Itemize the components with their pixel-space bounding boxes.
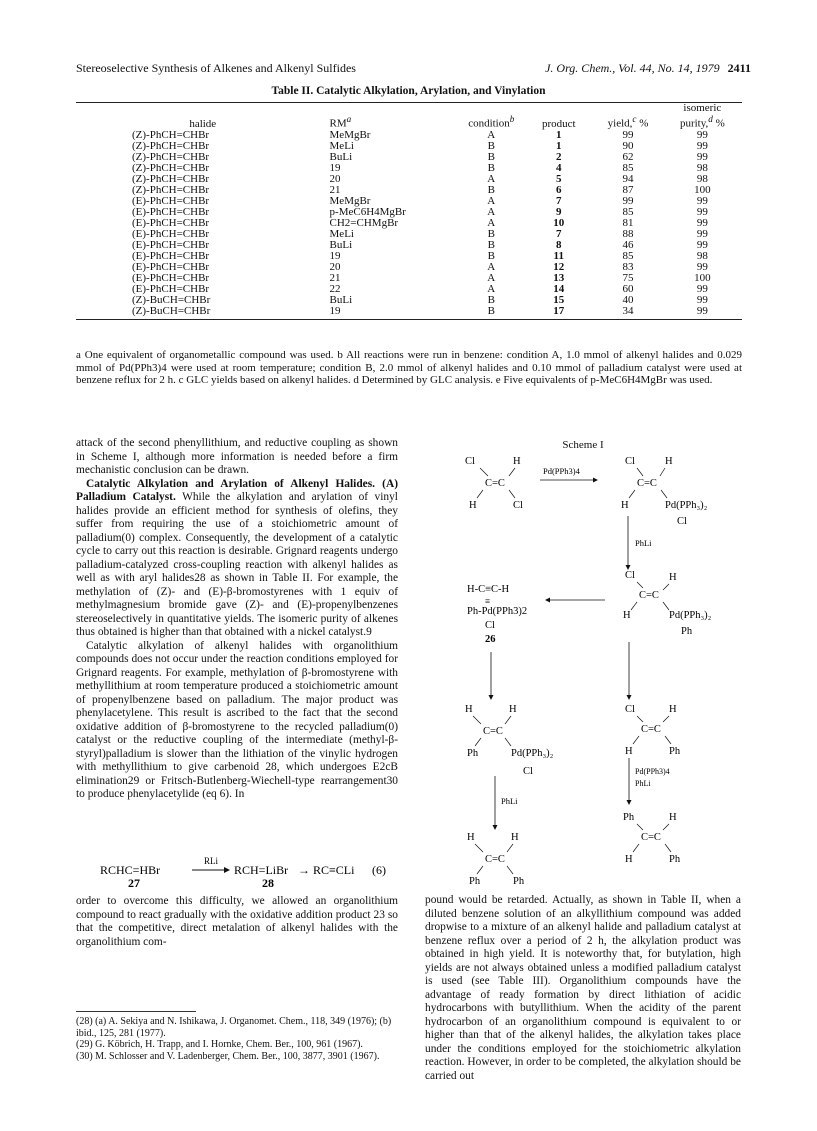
paragraph-right: pound would be retarded. Actually, as shown in Table II, when a diluted benzene solution of an alkyllithium compound was added dropwise to a mixture of an alkenyl halide and palladium catalyst at benzene reflux over a period of 2 h, the alkylation product was obtained in high yield. It is noteworthy that, for butylation, high yields are not always obtained unless a modified palladium catalyst is used (see Table III). Organolithium compounds have the advantage of ready formation by direct lithiation of acidic hydrocarbons with butyllithium. When the acidity of the parent hydrocarbon of an organolithium compound is equivalent to or higher than that of the alkenyl halides, the alkylation takes place under the conditions employed for the stoichiometric alkylation reaction. However, in order to be completed, the alkylation should be carried out <box>425 894 741 1082</box>
cell-halide: (Z)-PhCH=CHBr <box>132 150 210 163</box>
paragraph-3: order to overcome this difficulty, we allowed an organolithium compound to react gradually with the oxidative addition product 23 so that the competitive, direct metalation of alkenyl halides with the organolithium com- <box>76 895 398 948</box>
cell-purity: 100 <box>694 183 711 196</box>
cell-purity: 99 <box>696 304 708 317</box>
paragraph-1 <box>76 478 398 640</box>
svg-text:C=C: C=C <box>483 726 503 737</box>
col-halide-label: halide <box>189 117 217 130</box>
table-row <box>76 218 742 229</box>
svg-text:H: H <box>669 572 677 583</box>
reagent-label-7: PhLi <box>635 779 651 788</box>
svg-text:≡: ≡ <box>485 596 491 606</box>
cell-product: 17 <box>553 304 565 317</box>
cell-product: 12 <box>553 260 565 273</box>
cell-yield: 62 <box>622 150 634 163</box>
catalyst-label-1: Pd(PPh3)4 <box>543 466 580 476</box>
cell-product: 2 <box>556 150 562 163</box>
cell-halide: (Z)-BuCH=CHBr <box>132 293 211 306</box>
molecule-pd-adduct-1 <box>621 456 708 527</box>
cell-condition: A <box>487 194 496 207</box>
cell-yield: 99 <box>622 194 634 207</box>
cell-rm: MeLi <box>329 227 354 240</box>
cell-condition: A <box>487 282 496 295</box>
table-row <box>76 284 742 295</box>
cell-product: 15 <box>553 293 565 306</box>
cell-rm: 19 <box>329 161 341 174</box>
table-row <box>76 306 742 317</box>
molecule-pd-adduct-2 <box>623 570 712 637</box>
table-row <box>76 240 742 251</box>
cell-purity: 99 <box>696 150 708 163</box>
paragraph-2: Catalytic alkylation of alkenyl halides with organolithium compounds does not occur under the reaction conditions employed for Grignard reagents. For example, methylation of β-bromostyrene with methyllithium at room temperature produced a stoichiometric amount of propenylbenzene based on palladium. The major product was phenylacetylene. This result is ascribed to the fact that the second oxidative addition of β-bromostyrene to the recycled palladium(0) catalyst or the reductive coupling of the intermediate (methyl-β-styryl)palladium is slower than the lithiation of the vinylic hydrogen with methyllithium to give carbenoid 28, which undergoes E2cB elimination29 or Fritsch-Butlenberg-Wiechell-type rearrangement30 to produce phenylacetylide (eq 6). In <box>76 639 398 800</box>
cell-purity: 99 <box>696 194 708 207</box>
cell-rm: 21 <box>329 183 341 196</box>
cell-condition: A <box>487 205 496 218</box>
col-yield-sup: c <box>632 114 637 124</box>
cell-rm: 19 <box>329 249 341 262</box>
reagent-label-2: PhLi <box>635 538 652 548</box>
cell-condition: A <box>487 216 496 229</box>
cell-halide: (Z)-PhCH=CHBr <box>132 128 210 141</box>
svg-text:C=C: C=C <box>641 724 661 735</box>
molecule-stilbene-z <box>467 832 525 887</box>
table-row <box>76 174 742 185</box>
cell-yield: 83 <box>622 260 634 273</box>
cell-product: 9 <box>556 205 562 218</box>
svg-text:H: H <box>669 812 677 823</box>
eq-reagent: RLi <box>204 856 219 866</box>
svg-text:H: H <box>465 704 473 715</box>
table-bottom-rule <box>76 319 742 320</box>
svg-text:H: H <box>669 704 677 715</box>
cell-purity: 99 <box>696 293 708 306</box>
arrowhead-4 <box>489 695 494 700</box>
acetylene-label: H-C≡C-H <box>467 584 510 595</box>
table-row <box>76 196 742 207</box>
cell-product: 13 <box>553 271 565 284</box>
svg-text:C=C: C=C <box>637 478 657 489</box>
eq-intermediate: RCH=LiBr <box>234 863 289 877</box>
cell-condition: B <box>487 227 495 240</box>
phenyl-pd-label: Ph-Pd(PPh3)2 <box>467 606 528 617</box>
col-product <box>524 103 593 130</box>
arrowhead-7 <box>627 800 632 805</box>
table-header-row <box>76 103 742 130</box>
cell-purity: 99 <box>696 282 708 295</box>
cell-condition: B <box>487 139 495 152</box>
cell-yield: 85 <box>622 249 634 262</box>
svg-text:Ph: Ph <box>467 748 479 759</box>
cell-halide: (E)-PhCH=CHBr <box>132 271 210 284</box>
cell-yield: 81 <box>622 216 634 229</box>
cell-product: 14 <box>553 282 565 295</box>
svg-text:Ph: Ph <box>669 854 681 865</box>
eq-label-27: 27 <box>128 876 140 890</box>
col-purity <box>663 103 742 130</box>
cell-condition: B <box>487 183 495 196</box>
cell-halide: (E)-PhCH=CHBr <box>132 216 210 229</box>
cell-yield: 90 <box>622 139 634 152</box>
svg-text:Cl: Cl <box>677 516 687 527</box>
cell-halide: (Z)-BuCH=CHBr <box>132 304 211 317</box>
table-row <box>76 163 742 174</box>
cell-rm: 20 <box>329 172 341 185</box>
svg-text:C=C: C=C <box>485 854 505 865</box>
svg-text:H: H <box>625 854 633 865</box>
arrowhead-6 <box>493 825 498 830</box>
svg-text:C=C: C=C <box>639 590 659 601</box>
cell-rm: 22 <box>329 282 341 295</box>
cell-halide: (Z)-PhCH=CHBr <box>132 183 210 196</box>
cell-purity: 99 <box>696 139 708 152</box>
svg-text:H: H <box>467 832 475 843</box>
svg-text:Ph: Ph <box>669 746 681 757</box>
reference-30: (30) M. Schlosser and V. Ladenberger, Chem. Ber., 100, 3877, 3901 (1967). <box>76 1050 380 1062</box>
col-halide <box>76 103 330 130</box>
cell-halide: (E)-PhCH=CHBr <box>132 282 210 295</box>
right-column <box>425 894 741 1083</box>
col-condition-label: condition <box>468 117 510 130</box>
cell-condition: B <box>487 150 495 163</box>
cell-halide: (E)-PhCH=CHBr <box>132 249 210 262</box>
table-row <box>76 251 742 262</box>
col-purity-sup: d <box>708 114 713 124</box>
cell-purity: 99 <box>696 128 708 141</box>
svg-text:Ph: Ph <box>681 626 693 637</box>
compound-26-label: 26 <box>485 634 496 645</box>
table-ii <box>76 102 742 320</box>
svg-text:Pd(PPh₃)₂: Pd(PPh₃)₂ <box>665 500 708 511</box>
cell-product: 8 <box>556 238 562 251</box>
cell-rm: MeLi <box>329 139 354 152</box>
col-yield-unit: % <box>636 117 649 130</box>
cell-halide: (E)-PhCH=CHBr <box>132 227 210 240</box>
arrowhead-5 <box>627 695 632 700</box>
cell-purity: 98 <box>696 172 708 185</box>
equation-6 <box>100 854 400 894</box>
table-row <box>76 229 742 240</box>
cell-yield: 87 <box>622 183 634 196</box>
svg-text:Cl: Cl <box>523 766 533 777</box>
table-row <box>76 130 742 141</box>
cell-rm: MeMgBr <box>329 194 371 207</box>
svg-text:Ph: Ph <box>513 876 525 887</box>
cell-condition: B <box>487 293 495 306</box>
cell-yield: 40 <box>622 293 634 306</box>
cell-product: 1 <box>556 128 562 141</box>
svg-text:C=C: C=C <box>485 478 505 489</box>
cell-condition: A <box>487 260 496 273</box>
svg-text:H: H <box>469 500 477 511</box>
table-row <box>76 295 742 306</box>
left-column-continued <box>76 895 398 949</box>
cell-yield: 34 <box>622 304 634 317</box>
cell-purity: 98 <box>696 161 708 174</box>
eq-product: → RC≡CLi <box>298 863 355 877</box>
col-product-label: product <box>541 117 576 130</box>
page-number: 2411 <box>727 61 751 75</box>
cell-halide: (Z)-PhCH=CHBr <box>132 161 210 174</box>
cell-condition: B <box>487 249 495 262</box>
header-journal <box>545 61 751 76</box>
cell-yield: 88 <box>622 227 634 240</box>
cell-purity: 99 <box>696 227 708 240</box>
cell-condition: A <box>487 128 496 141</box>
arrowhead-1 <box>593 478 598 483</box>
cell-rm: BuLi <box>329 238 353 251</box>
catalyst-label-7: Pd(PPh3)4 <box>635 767 670 776</box>
reagent-label-6: PhLi <box>501 796 518 806</box>
svg-text:Cl: Cl <box>465 456 475 467</box>
cell-purity: 99 <box>696 216 708 229</box>
cell-halide: (E)-PhCH=CHBr <box>132 260 210 273</box>
svg-text:Ph: Ph <box>623 812 635 823</box>
cell-condition: B <box>487 238 495 251</box>
col-rm <box>330 103 459 130</box>
svg-text:Pd(PPh₃)₂: Pd(PPh₃)₂ <box>669 610 712 621</box>
cell-rm: BuLi <box>329 293 353 306</box>
cell-rm: BuLi <box>329 150 353 163</box>
reference-29: (29) G. Köbrich, H. Trapp, and I. Hornke, Chem. Ber., 100, 961 (1967). <box>76 1039 363 1050</box>
table-row <box>76 152 742 163</box>
cell-purity: 99 <box>696 238 708 251</box>
table-row <box>76 273 742 284</box>
cell-product: 4 <box>556 161 562 174</box>
section-heading: Catalytic Alkylation and Arylation of Alkenyl Halides. (A) Palladium Catalyst. <box>76 477 398 503</box>
journal-citation: J. Org. Chem., Vol. 44, No. 14, 1979 <box>545 61 720 75</box>
eq-number: (6) <box>372 863 386 877</box>
scheme-title: Scheme I <box>562 439 604 451</box>
col-purity-top: isomeric <box>683 102 722 114</box>
svg-text:H: H <box>621 500 629 511</box>
cell-condition: B <box>487 161 495 174</box>
svg-text:H: H <box>511 832 519 843</box>
cell-yield: 75 <box>622 271 634 284</box>
molecule-dichloroethene <box>465 456 523 511</box>
eq-reactant: RCHC=HBr <box>100 863 161 877</box>
chloride-label: Cl <box>485 620 495 631</box>
svg-text:H: H <box>513 456 521 467</box>
cell-rm: MeMgBr <box>329 128 371 141</box>
left-column <box>76 437 398 802</box>
cell-halide: (E)-PhCH=CHBr <box>132 205 210 218</box>
cell-yield: 94 <box>622 172 634 185</box>
cell-product: 6 <box>556 183 562 196</box>
cell-product: 10 <box>553 216 565 229</box>
cell-purity: 100 <box>694 271 711 284</box>
cell-halide: (E)-PhCH=CHBr <box>132 194 210 207</box>
svg-text:Cl: Cl <box>625 570 635 581</box>
cell-product: 1 <box>556 139 562 152</box>
cell-condition: B <box>487 304 495 317</box>
cell-rm: p-MeC6H4MgBr <box>329 205 406 218</box>
table-row <box>76 262 742 273</box>
header-title: Stereoselective Synthesis of Alkenes and Alkenyl Sulfides <box>76 61 356 75</box>
col-yield <box>593 103 662 130</box>
reference-rule <box>76 1011 196 1012</box>
svg-text:Cl: Cl <box>513 500 523 511</box>
cell-yield: 99 <box>622 128 634 141</box>
cell-yield: 85 <box>622 161 634 174</box>
cell-halide: (E)-PhCH=CHBr <box>132 238 210 251</box>
svg-text:H: H <box>665 456 673 467</box>
molecule-chlorostyrene <box>625 704 681 757</box>
col-purity-unit: % <box>712 117 725 130</box>
cell-product: 11 <box>553 249 564 262</box>
eq-label-28: 28 <box>262 876 274 890</box>
col-yield-label: yield, <box>607 117 633 130</box>
molecule-pd-adduct-3 <box>465 704 554 777</box>
paragraph-0: attack of the second phenyllithium, and reductive coupling as shown in Scheme I, although more information is needed before a firm mechanistic conclusion can be drawn. <box>76 437 398 476</box>
molecule-stilbene-e <box>623 812 681 865</box>
cell-rm: 20 <box>329 260 341 273</box>
eq-arrowhead <box>224 867 230 873</box>
cell-halide: (Z)-PhCH=CHBr <box>132 172 210 185</box>
cell-product: 5 <box>556 172 562 185</box>
svg-text:Cl: Cl <box>625 704 635 715</box>
cell-yield: 85 <box>622 205 634 218</box>
cell-halide: (Z)-PhCH=CHBr <box>132 139 210 152</box>
col-rm-label: RM <box>329 117 347 130</box>
table-row <box>76 207 742 218</box>
cell-purity: 99 <box>696 205 708 218</box>
svg-text:H: H <box>509 704 517 715</box>
cell-purity: 99 <box>696 260 708 273</box>
cell-condition: A <box>487 271 496 284</box>
table-row <box>76 185 742 196</box>
cell-rm: 19 <box>329 304 341 317</box>
col-condition <box>458 103 524 130</box>
cell-product: 7 <box>556 194 562 207</box>
cell-condition: A <box>487 172 496 185</box>
svg-text:Ph: Ph <box>469 876 481 887</box>
col-purity-label: purity, <box>679 117 709 130</box>
reference-28: (28) (a) A. Sekiya and N. Ishikawa, J. Organomet. Chem., 118, 349 (1976); (b) ibid., 125, 281 (1977). <box>76 1016 392 1039</box>
svg-text:H: H <box>623 610 631 621</box>
table-title: Table II. Catalytic Alkylation, Arylation, and Vinylation <box>271 85 546 97</box>
col-rm-sup: a <box>346 114 352 124</box>
cell-rm: 21 <box>329 271 341 284</box>
cell-purity: 98 <box>696 249 708 262</box>
svg-text:Cl: Cl <box>625 456 635 467</box>
product-26 <box>467 584 527 645</box>
scheme-i-diagram <box>425 452 741 892</box>
cell-rm: CH2=CHMgBr <box>329 216 399 229</box>
col-condition-sup: b <box>509 114 515 124</box>
svg-text:H: H <box>625 746 633 757</box>
references <box>76 1016 398 1062</box>
paragraph-1-text: While the alkylation and arylation of vinyl halides provide an efficient method for synthesis of olefins, they suffer from requiring the use of a stoichiometric amount of palladium(0) complex. Consequently, the development of a catalytic cycle to carry out this reaction is desirable. Grignard reagents undergo palladium-catalyzed cross-coupling reaction with alkenyl halides as well as with aryl halides28 as shown in Table II. For example, the methylation of (Z)- and (E)-β-bromostyrenes with 1 equiv of methylmagnesium bromide gave (Z)- and (E)-propenylbenzenes stereoselectively in quantitative yields. The isomeric purity of alkenes thus obtained is higher than that obtained with a nickel catalyst.9 <box>76 491 398 638</box>
table-footnotes: a One equivalent of organometallic compound was used. b All reactions were run in benzene: condition A, 1.0 mmol of alkenyl halides and 0.029 mmol of Pd(PPh3)4 were used at room temperature; condition B, 2.0 mmol of alkenyl halides and 0.10 mmol of palladium catalyst were used at benzene reflux for 2 h. c GLC yields based on alkenyl halides. d Determined by GLC analysis. e Five equivalents of p-MeC6H4MgBr was used. <box>76 349 742 386</box>
svg-text:C=C: C=C <box>641 832 661 843</box>
cell-yield: 46 <box>622 238 634 251</box>
arrowhead-3 <box>545 598 550 603</box>
cell-yield: 60 <box>622 282 634 295</box>
cell-product: 7 <box>556 227 562 240</box>
table-row <box>76 141 742 152</box>
svg-text:Pd(PPh₃)₂: Pd(PPh₃)₂ <box>511 748 554 759</box>
